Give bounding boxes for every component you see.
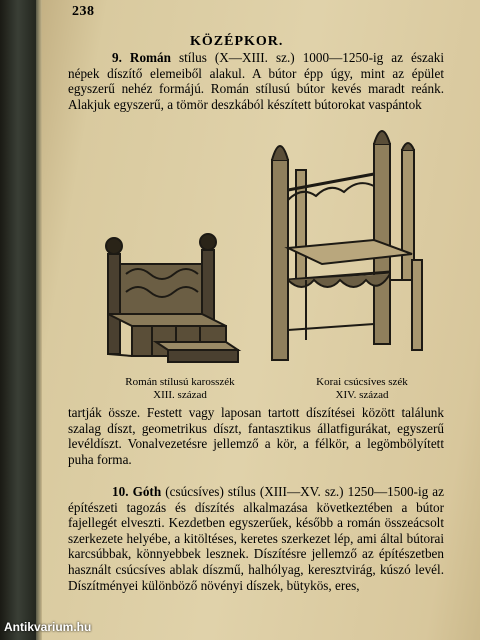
caption-romanesque-armchair bbox=[100, 376, 260, 401]
paragraph-romanesque bbox=[68, 50, 444, 112]
watermark: Antikvarium.hu bbox=[4, 620, 92, 634]
page-heading: KÖZÉPKOR. bbox=[190, 34, 284, 49]
paragraph-gothic-text: (csúcsíves) stílus (XIII—XV. sz.) 1250—1500-ig az építészeti tagozás és díszítés alkalmazása következtében a bútor fajellegét elveszti. Kezdetben egyszerűek, később a román összeácsolt szerkezete helyébe, a kitöltéses, keretes szerkezet lép, ami által bútorai karcsúbbak, könnyebbek lesznek. Díszítésre jellemző az építészetben használt csúcsíves ablak díszmű, halhólyag, keresztvirág, kúszó levél. Díszítményei különböző növényi díszek, bütykös, eres, bbox=[68, 484, 445, 593]
term-romanesque: 9. Román bbox=[112, 50, 171, 65]
caption-gothic-title: Korai csúcsíves szék bbox=[316, 376, 408, 388]
book-spine bbox=[0, 0, 36, 640]
caption-gothic-century: XIV. század bbox=[335, 388, 389, 401]
term-gothic: 10. Góth bbox=[112, 484, 162, 499]
gothic-chair-illustration bbox=[262, 130, 442, 370]
romanesque-armchair-illustration bbox=[96, 230, 246, 370]
gothic-chair-drawing bbox=[262, 130, 442, 370]
paragraph-gothic bbox=[68, 484, 444, 593]
armchair-drawing bbox=[96, 230, 246, 370]
paragraph-romanesque-text: stílus (X—XIII. sz.) 1000—1250-ig az északi népek díszítő elemeiből alakul. A bútor épp úgy, mint az épület egyszerű nehéz formájú. Román stílusú bútor kevés maradt reánk. Alakjuk egyszerű, a tömör deszkából készített bútorokat vaspántok bbox=[68, 50, 444, 112]
caption-romanesque-title: Román stílusú karosszék bbox=[125, 376, 235, 388]
caption-romanesque-century: XIII. század bbox=[153, 388, 207, 401]
page-number: 238 bbox=[72, 4, 95, 19]
caption-gothic-chair bbox=[282, 376, 442, 401]
paragraph-romanesque-continued: tartják össze. Festett vagy laposan tartott díszítései között találunk szalag díszt, geometrikus díszt, fantasztikus állatfigurákat, egyszerű levéldíszt. Vonalvezetésre jellemző a kör, a félkör, a legömbölyített puha forma. bbox=[68, 405, 444, 467]
